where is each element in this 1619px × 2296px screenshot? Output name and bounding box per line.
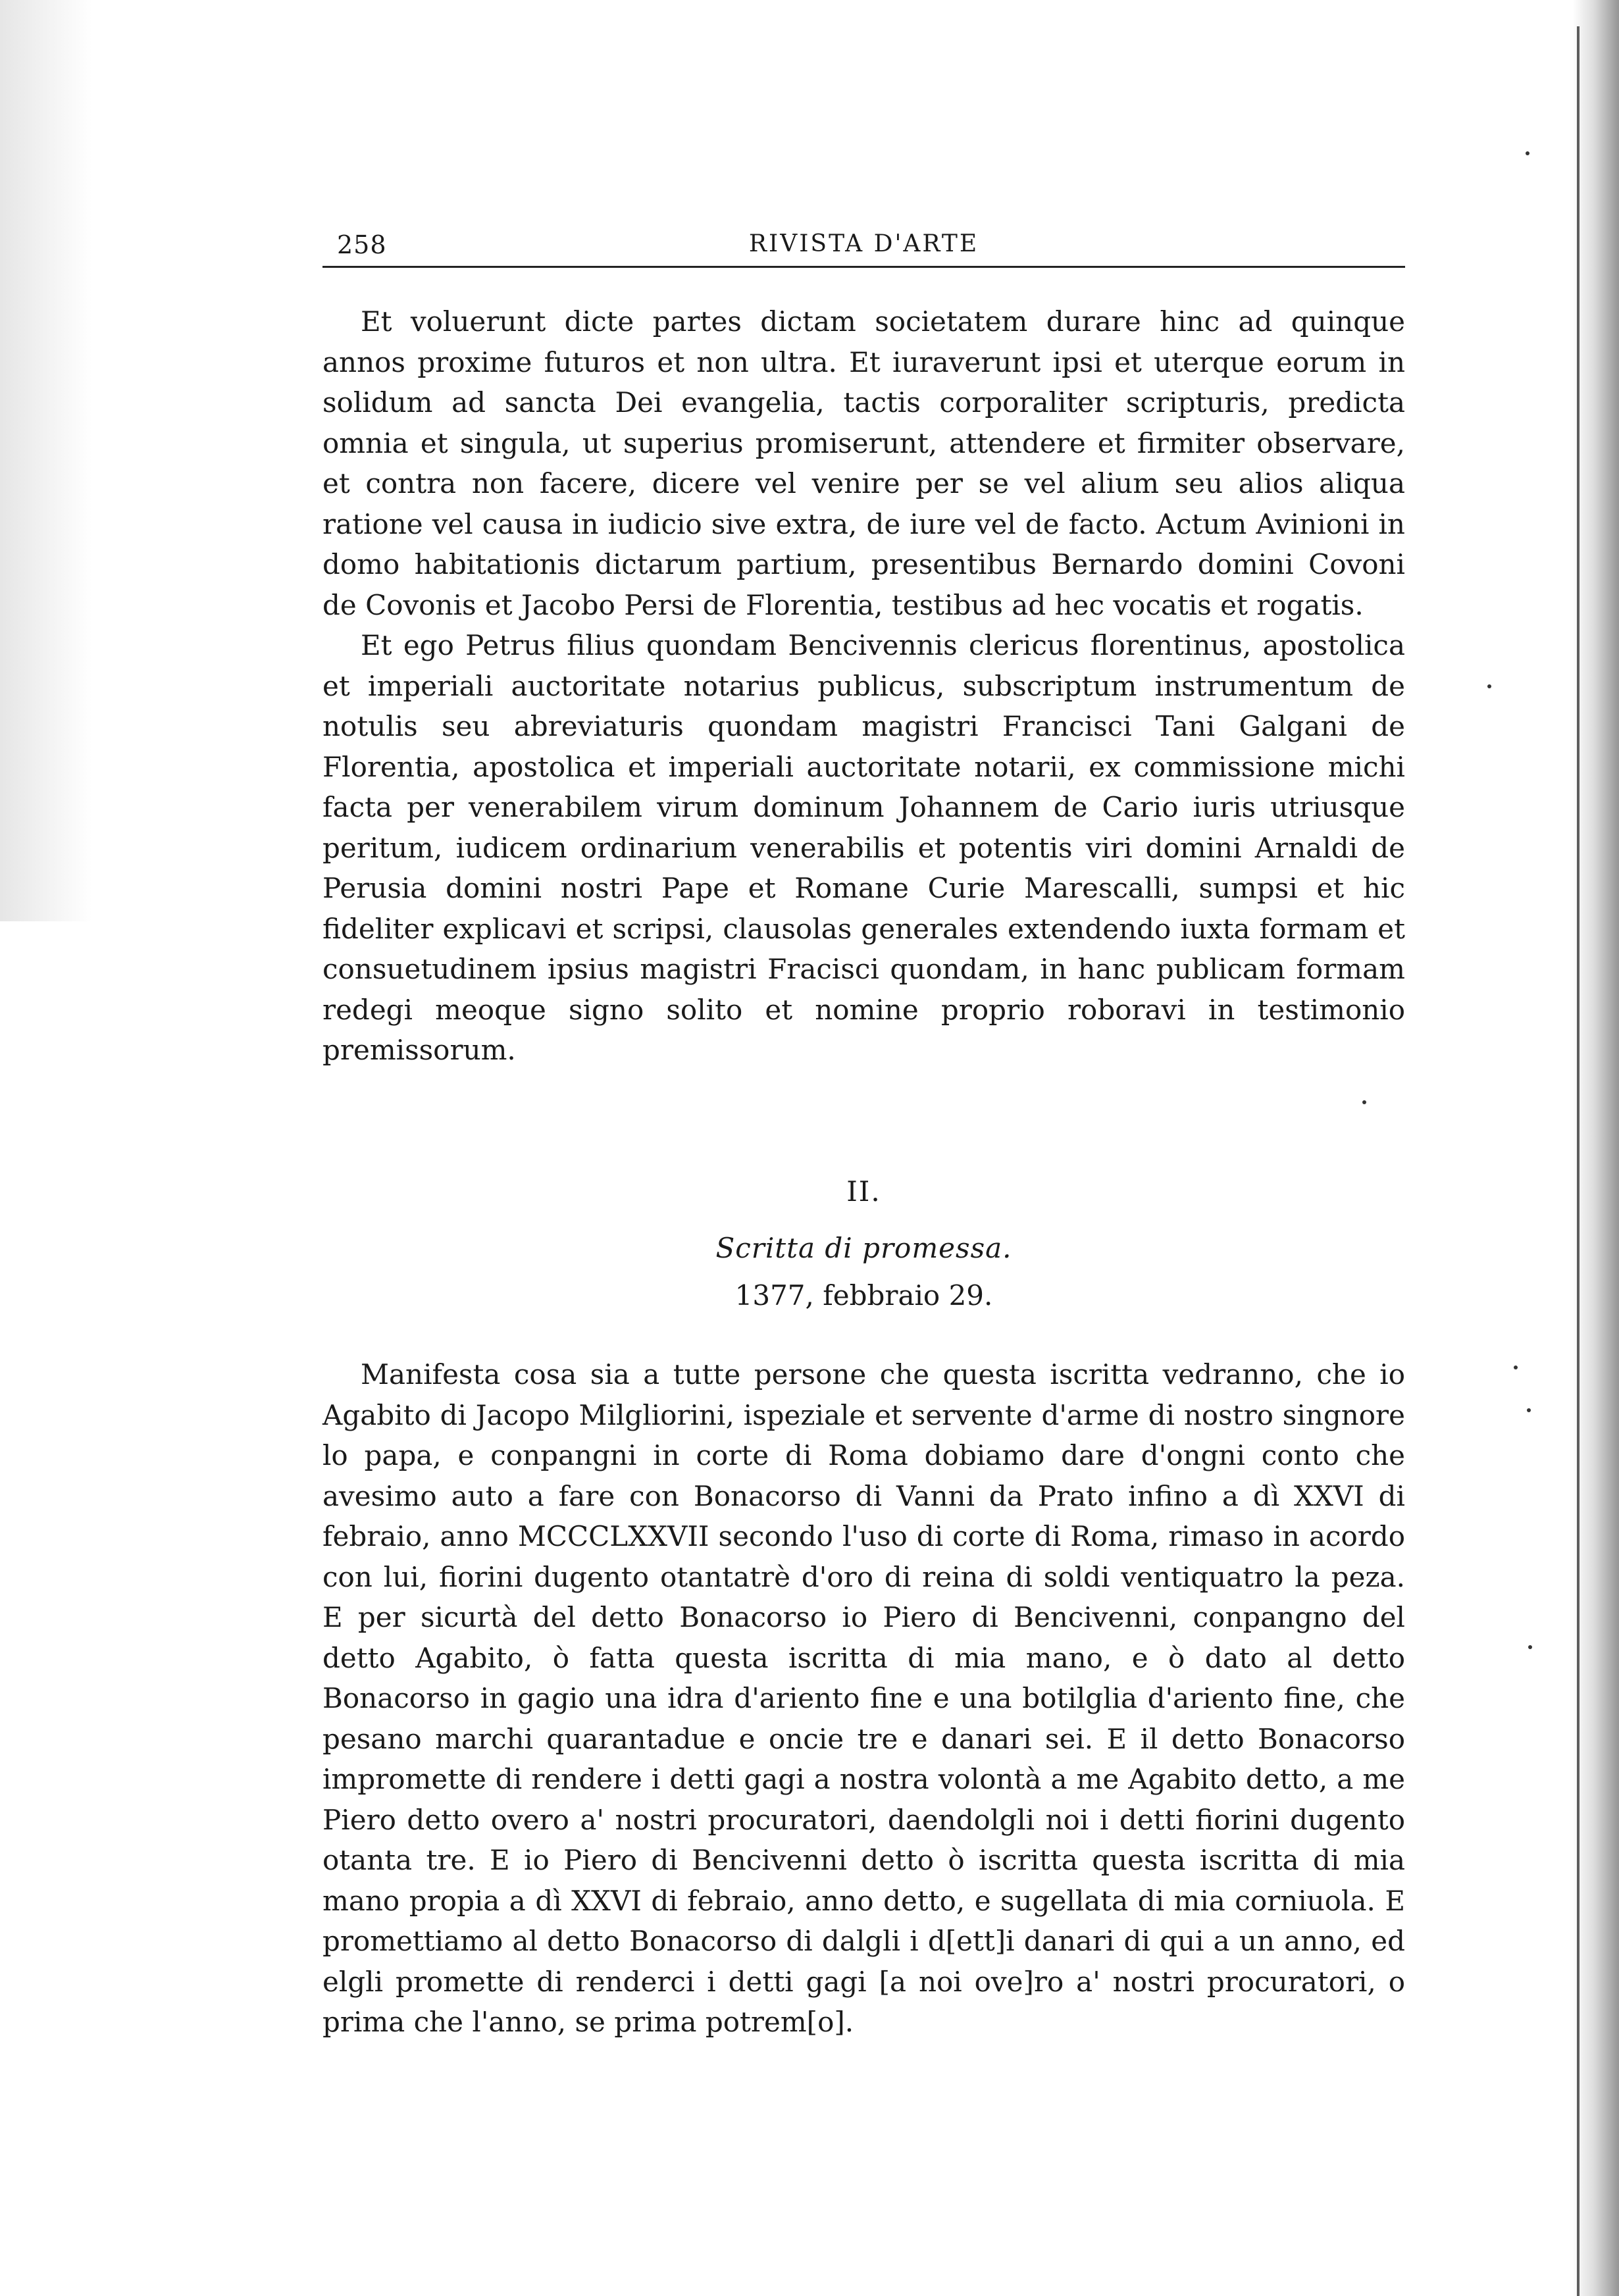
scan-shadow-left (0, 0, 92, 921)
page-number: 258 (337, 230, 387, 259)
section-date: 1377, febbraio 29. (734, 1279, 993, 1312)
section-title: Scritta di promessa. (715, 1232, 1012, 1264)
scan-speck (1526, 151, 1529, 155)
paragraph-promise: Manifesta cosa sia a tutte persone che questa iscritta vedranno, che io Agabito di Jacopo Milgliorini, ispeziale et servente d'arme di nostro singnore lo papa, e conpangni in corte di Roma dobiamo dare d'ongni conto che avesimo auto a fare con Bonacorso di Vanni da Prato infino a dì XXVI di febraio, anno MCCCLXXVII secondo l'uso di corte di Roma, rimaso in acordo con lui, fiorini dugento otantatrè d'oro di reina di soldi ventiquatro la peza. E per sicurtà del detto Bonacorso io Piero di Bencivenni, conpangno del detto Agabito, ò fatta questa iscritta di mia mano, e ò dato al detto Bonacorso in gagio una idra d'ariento fine e una botilglia d'ariento fine, che pesano marchi quarantadue e oncie tre e danari sei. E il detto Bonacorso impromette di rendere i detti gagi a nostra volontà a me Agabito detto, a me Piero detto overo a' nostri procuratori, daendolgli noi i detti fiorini dugento otanta tre. E io Piero di Bencivenni detto ò iscritta questa iscritta di mia mano propia a dì XXVI di febraio, anno detto, e sugellata di mia corniuola. E promettiamo al detto Bonacorso di dalgli i d[ett]i danari di qui a un anno, ed elgli promette di renderci i detti gagi [a noi ove]ro a' nostri procuratori, o prima che l'anno, se prima potrem[o]. (322, 1358, 1405, 2038)
scan-speck (1527, 1408, 1531, 1412)
paragraph-notary-subscription: Et ego Petrus filius quondam Bencivennis clericus florentinus, apostolica et imperiali auctoritate notarius publicus, subscriptum instrumentum de notulis seu abreviaturis quondam magistri Francisci Tani Galgani de Florentia, apostolica et imperiali auctoritate notarii, ex commissione michi facta per venerabilem virum dominum Johannem de Cario iuris utriusque peritum, iudicem ordinarium venerabilis et potentis viri domini Arnaldi de Perusia domini nostri Pape et Romane Curie Marescalli, sumpsi et hic fideliter explicavi et scripsi, clausolas generales extendendo iuxta formam et consuetudinem ipsius magistri Fracisci quondam, in hanc publicam formam redegi meoque signo solito et nomine proprio roboravi in testimonio premissorum. (322, 629, 1405, 1066)
page-header (322, 224, 1405, 270)
scan-shadow-right (1573, 0, 1619, 2296)
scan-speck (1362, 1100, 1366, 1104)
paragraph-oath: Et voluerunt dicte partes dictam societatem durare hinc ad quinque annos proxime futuros et non ultra. Et iuraverunt ipsi et uterque eorum in solidum ad sancta Dei evangelia, tactis corporaliter scripturis, predicta omnia et singula, ut superius promiserunt, attendere et firmiter observare, et contra non facere, dicere vel venire per se vel alium seu alios aliqua ratione vel causa in iudicio sive extra, de iure vel de facto. Actum Avinioni in domo habitationis dictarum partium, presentibus Bernardo domini Covoni de Covonis et Jacobo Persi de Florentia, testibus ad hec vocatis et rogatis. (322, 305, 1405, 621)
running-title: RIVISTA D'ARTE (748, 230, 979, 257)
notarial-act-text (322, 301, 1405, 1071)
header-rule (322, 266, 1405, 268)
section-number: II. (846, 1175, 881, 1208)
scan-speck (1514, 1365, 1518, 1369)
promise-document-text (322, 1354, 1405, 2043)
scan-speck (1528, 1645, 1532, 1649)
page-edge-line (1577, 26, 1580, 2296)
scan-speck (1487, 684, 1491, 688)
